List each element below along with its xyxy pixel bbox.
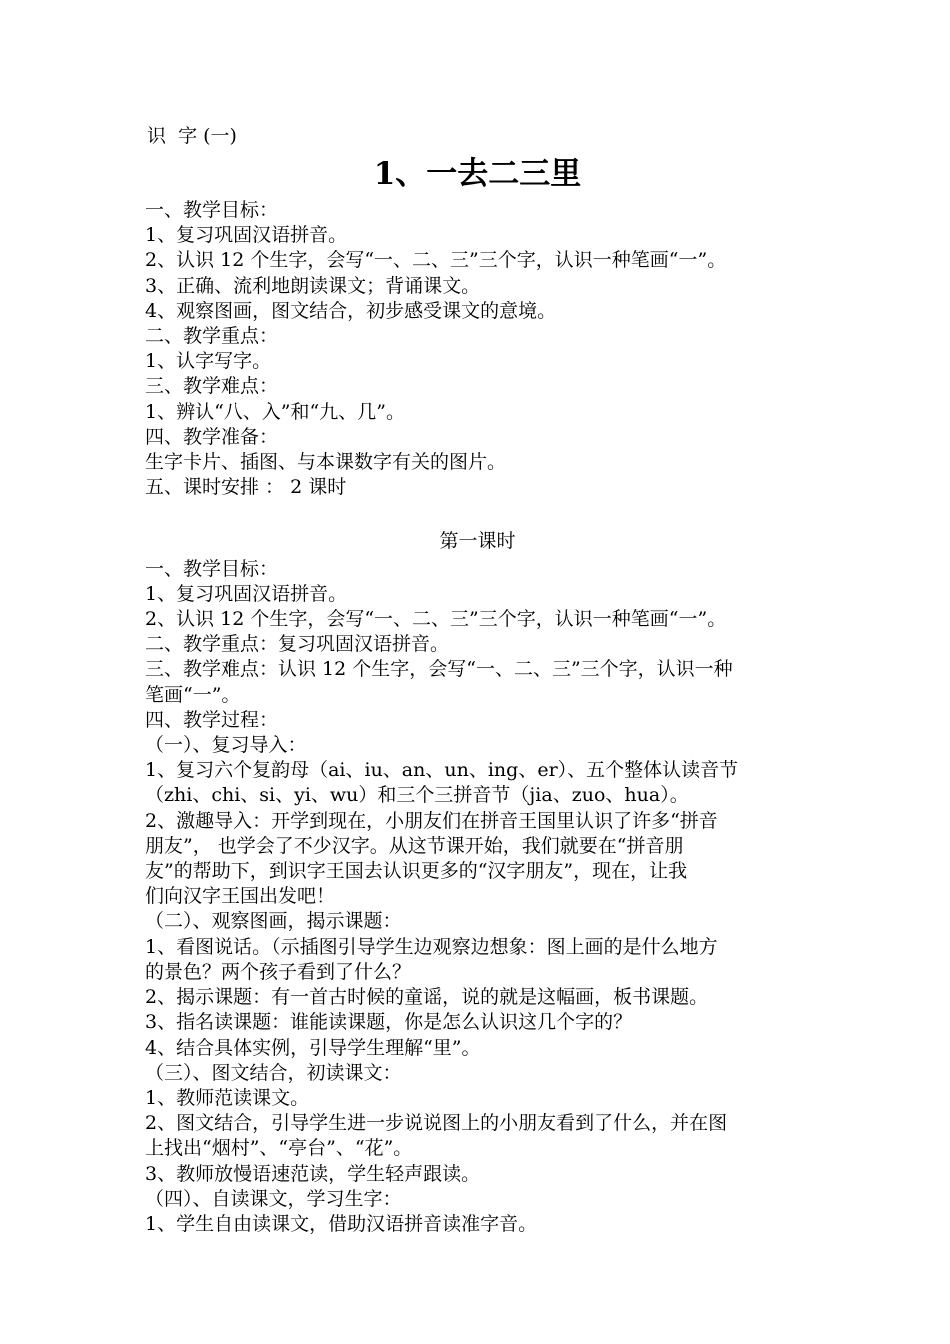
text-line: 1、复习六个复韵母（ai、iu、an、un、ing、er）、五个整体认读音节 — [145, 759, 739, 782]
text-line: 1、认字写字。 — [145, 350, 272, 373]
heading-key-points: 二、教学重点：复习巩固汉语拼音。 — [145, 633, 450, 656]
first-period-content — [145, 557, 810, 1237]
text-line: 2、激趣导入：开学到现在，小朋友们在拼音王国里认识了许多“拼音 — [145, 809, 718, 832]
spacer — [145, 500, 810, 525]
text-line: 友”的帮助下，到识字王国去认识更多的“汉字朋友”，现在，让我 — [145, 860, 688, 883]
text-line: 笔画“一”。 — [145, 683, 241, 706]
text-line: 3、教师放慢语速范读，学生轻声跟读。 — [145, 1162, 481, 1185]
heading-difficulties: 三、教学难点： — [145, 375, 279, 398]
lesson-title: 1、一去二三里 — [373, 156, 582, 192]
heading-teaching-goals: 一、教学目标： — [145, 557, 279, 580]
heading-schedule: 五、课时安排 ： 2 课时 — [145, 476, 347, 499]
text-line: （zhi、chi、si、yi、wu）和三个三拼音节（jia、zuo、hua）。 — [145, 784, 689, 807]
text-line: 的景色？两个孩子看到了什么？ — [145, 960, 412, 983]
text-line: 4、结合具体实例，引导学生理解“里”。 — [145, 1036, 481, 1059]
document-page — [145, 122, 810, 1237]
text-line: 上找出“烟村”、“亭台”、“花”。 — [145, 1137, 413, 1160]
heading-teaching-goals: 一、教学目标： — [145, 199, 279, 221]
subheading-self-reading: （四）、自读课文，学习生字： — [145, 1187, 402, 1210]
text-line: 3、正确、流利地朗读课文；背诵课文。 — [145, 274, 481, 297]
text-line: 2、认识 12 个生字，会写“一、二、三”三个字，认识一种笔画“一”。 — [145, 249, 727, 272]
text-line: 1、教师范读课文。 — [145, 1086, 310, 1109]
text-line: 1、学生自由读课文，借助汉语拼音读准字音。 — [145, 1212, 538, 1235]
text-line: 1、复习巩固汉语拼音。 — [145, 582, 348, 605]
text-line: 2、揭示课题：有一首古时候的童谣，说的就是这幅画，板书课题。 — [145, 986, 709, 1009]
text-line: 1、复习巩固汉语拼音。 — [145, 224, 348, 247]
text-line: 3、指名读课题：谁能读课题，你是怎么认识这几个字的？ — [145, 1011, 633, 1034]
subheading-observe: （二）、观察图画，揭示课题： — [145, 910, 402, 933]
heading-process: 四、教学过程： — [145, 708, 279, 731]
text-line: 2、认识 12 个生字，会写“一、二、三”三个字，认识一种笔画“一”。 — [145, 608, 727, 631]
subheading-first-reading: （三）、图文结合，初读课文： — [145, 1061, 402, 1084]
heading-preparation: 四、教学准备： — [145, 425, 279, 448]
text-line: 生字卡片、插图、与本课数字有关的图片。 — [145, 451, 507, 474]
subheading-review: （一）、复习导入： — [145, 734, 307, 757]
lesson-overview — [145, 198, 810, 500]
unit-header: 识 字 (一) — [147, 125, 237, 147]
heading-difficulties: 三、教学难点：认识 12 个生字，会写“一、二、三”三个字，认识一种 — [145, 658, 733, 681]
text-line: 们向汉字王国出发吧！ — [145, 885, 336, 908]
text-line: 2、图文结合，引导学生进一步说说图上的小朋友看到了什么，并在图 — [145, 1112, 728, 1135]
text-line: 4、观察图画，图文结合，初步感受课文的意境。 — [145, 299, 557, 322]
text-line: 朋友”， 也学会了不少汉字。从这节课开始，我们就要在“拼音朋 — [145, 834, 684, 857]
text-line: 1、看图说话。（示插图引导学生边观察边想象：图上画的是什么地方 — [145, 935, 718, 958]
text-line: 1、辨认“八、入”和“九、几”。 — [145, 400, 405, 423]
heading-key-points: 二、教学重点： — [145, 325, 279, 348]
section-title: 第一课时 — [439, 530, 516, 553]
